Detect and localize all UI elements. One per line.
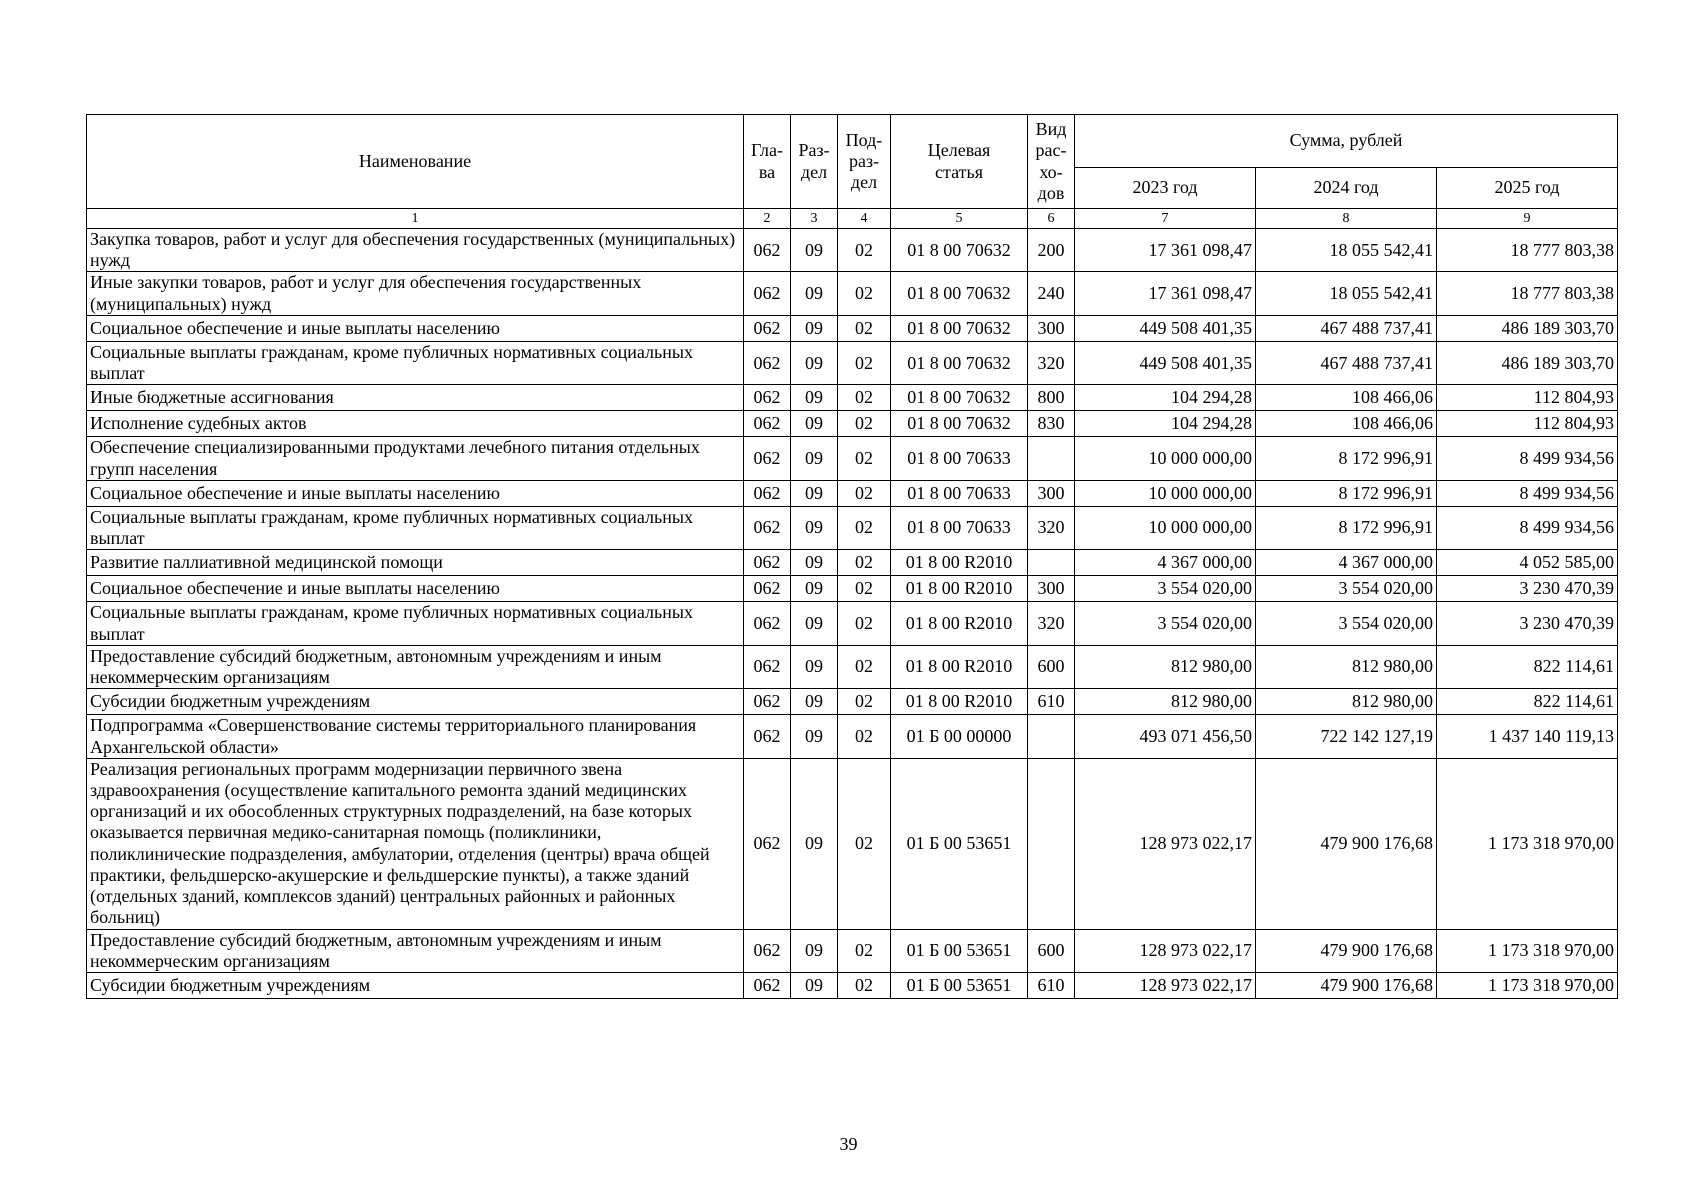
row-target: 01 8 00 R2010 [891, 576, 1028, 602]
row-sum-2023: 449 508 401,35 [1075, 341, 1256, 384]
row-razdel: 09 [791, 506, 838, 549]
header-year-2025: 2025 год [1437, 168, 1618, 209]
table-row [87, 758, 1618, 929]
row-glava: 062 [744, 929, 791, 972]
table-row [87, 385, 1618, 411]
row-razdel: 09 [791, 973, 838, 999]
row-sum-2025: 486 189 303,70 [1437, 315, 1618, 341]
row-name: Социальные выплаты гражданам, кроме публичных нормативных социальных выплат [87, 506, 744, 549]
row-razdel: 09 [791, 272, 838, 315]
row-target: 01 8 00 70632 [891, 385, 1028, 411]
row-razdel: 09 [791, 576, 838, 602]
row-sum-2024: 8 172 996,91 [1256, 437, 1437, 480]
row-vid [1028, 550, 1075, 576]
table-row [87, 576, 1618, 602]
row-sum-2024: 4 367 000,00 [1256, 550, 1437, 576]
row-sum-2023: 10 000 000,00 [1075, 506, 1256, 549]
row-name: Реализация региональных программ модернизации первичного звена здравоохранения (осуществление капитального ремонта зданий медицинских организаций и их обособленных структурных подразделений, на базе которых оказывается первичная медико-санитарная помощь (поликлиники, поликлинические подразделения, амбулатории, отделения (центры) врача общей практики, фельдшерско-акушерские и фельдшерские пункты), а также зданий (отдельных зданий, комплексов зданий) центральных районных и районных больниц) [87, 758, 744, 929]
row-name: Подпрограмма «Совершенствование системы территориального планирования Архангельской области» [87, 715, 744, 758]
row-sum-2023: 3 554 020,00 [1075, 576, 1256, 602]
row-target: 01 8 00 70632 [891, 315, 1028, 341]
row-sum-2025: 3 230 470,39 [1437, 602, 1618, 645]
row-glava: 062 [744, 550, 791, 576]
row-sum-2024: 18 055 542,41 [1256, 272, 1437, 315]
row-sum-2025: 8 499 934,56 [1437, 480, 1618, 506]
header-year-2023: 2023 год [1075, 168, 1256, 209]
row-sum-2025: 8 499 934,56 [1437, 437, 1618, 480]
row-podrazdel: 02 [838, 929, 891, 972]
row-razdel: 09 [791, 480, 838, 506]
row-sum-2025: 112 804,93 [1437, 385, 1618, 411]
row-glava: 062 [744, 602, 791, 645]
header-name: Наименование [87, 115, 744, 209]
row-sum-2023: 3 554 020,00 [1075, 602, 1256, 645]
row-razdel: 09 [791, 645, 838, 688]
row-podrazdel: 02 [838, 973, 891, 999]
row-sum-2025: 1 173 318 970,00 [1437, 758, 1618, 929]
row-sum-2023: 4 367 000,00 [1075, 550, 1256, 576]
row-sum-2025: 3 230 470,39 [1437, 576, 1618, 602]
row-vid: 830 [1028, 411, 1075, 437]
row-glava: 062 [744, 758, 791, 929]
row-podrazdel: 02 [838, 272, 891, 315]
budget-sheet [86, 114, 1617, 999]
row-razdel: 09 [791, 715, 838, 758]
row-podrazdel: 02 [838, 480, 891, 506]
row-podrazdel: 02 [838, 229, 891, 272]
row-target: 01 8 00 R2010 [891, 689, 1028, 715]
header-year-2024: 2024 год [1256, 168, 1437, 209]
table-row [87, 506, 1618, 549]
row-sum-2023: 17 361 098,47 [1075, 229, 1256, 272]
row-vid: 600 [1028, 929, 1075, 972]
column-number: 9 [1437, 209, 1618, 229]
row-razdel: 09 [791, 341, 838, 384]
row-name: Развитие паллиативной медицинской помощи [87, 550, 744, 576]
row-sum-2024: 3 554 020,00 [1256, 576, 1437, 602]
row-glava: 062 [744, 973, 791, 999]
row-sum-2023: 128 973 022,17 [1075, 758, 1256, 929]
row-sum-2024: 18 055 542,41 [1256, 229, 1437, 272]
row-name: Социальное обеспечение и иные выплаты населению [87, 480, 744, 506]
table-row [87, 229, 1618, 272]
row-podrazdel: 02 [838, 758, 891, 929]
table-row [87, 929, 1618, 972]
row-sum-2023: 17 361 098,47 [1075, 272, 1256, 315]
row-sum-2025: 822 114,61 [1437, 689, 1618, 715]
row-target: 01 8 00 70632 [891, 341, 1028, 384]
row-sum-2024: 3 554 020,00 [1256, 602, 1437, 645]
row-sum-2023: 104 294,28 [1075, 411, 1256, 437]
table-row [87, 550, 1618, 576]
row-sum-2023: 493 071 456,50 [1075, 715, 1256, 758]
table-row [87, 973, 1618, 999]
table-row [87, 411, 1618, 437]
row-glava: 062 [744, 506, 791, 549]
table-row [87, 480, 1618, 506]
row-target: 01 8 00 R2010 [891, 645, 1028, 688]
row-target: 01 Б 00 00000 [891, 715, 1028, 758]
row-sum-2024: 467 488 737,41 [1256, 315, 1437, 341]
row-vid: 240 [1028, 272, 1075, 315]
table-row [87, 602, 1618, 645]
row-razdel: 09 [791, 411, 838, 437]
row-sum-2024: 108 466,06 [1256, 385, 1437, 411]
table-row [87, 437, 1618, 480]
row-sum-2024: 479 900 176,68 [1256, 973, 1437, 999]
row-podrazdel: 02 [838, 576, 891, 602]
row-sum-2025: 822 114,61 [1437, 645, 1618, 688]
budget-table [86, 114, 1618, 999]
table-row [87, 715, 1618, 758]
row-glava: 062 [744, 576, 791, 602]
row-podrazdel: 02 [838, 315, 891, 341]
row-podrazdel: 02 [838, 550, 891, 576]
row-sum-2025: 18 777 803,38 [1437, 272, 1618, 315]
row-name: Обеспечение специализированными продуктами лечебного питания отдельных групп населения [87, 437, 744, 480]
row-razdel: 09 [791, 315, 838, 341]
row-glava: 062 [744, 645, 791, 688]
header-podrazdel: Под- раз- дел [838, 115, 891, 209]
row-glava: 062 [744, 385, 791, 411]
row-name: Иные бюджетные ассигнования [87, 385, 744, 411]
row-podrazdel: 02 [838, 602, 891, 645]
row-sum-2024: 108 466,06 [1256, 411, 1437, 437]
row-name: Социальные выплаты гражданам, кроме публичных нормативных социальных выплат [87, 602, 744, 645]
row-name: Субсидии бюджетным учреждениям [87, 973, 744, 999]
row-target: 01 Б 00 53651 [891, 929, 1028, 972]
row-sum-2024: 8 172 996,91 [1256, 480, 1437, 506]
row-vid: 320 [1028, 341, 1075, 384]
column-number: 3 [791, 209, 838, 229]
row-vid [1028, 715, 1075, 758]
row-sum-2025: 4 052 585,00 [1437, 550, 1618, 576]
table-row [87, 645, 1618, 688]
row-vid: 300 [1028, 480, 1075, 506]
row-podrazdel: 02 [838, 689, 891, 715]
table-header [87, 115, 1618, 229]
row-sum-2025: 1 173 318 970,00 [1437, 929, 1618, 972]
row-name: Субсидии бюджетным учреждениям [87, 689, 744, 715]
page-number: 39 [839, 1134, 858, 1154]
table-row [87, 315, 1618, 341]
column-number: 1 [87, 209, 744, 229]
row-name: Закупка товаров, работ и услуг для обеспечения государственных (муниципальных) нужд [87, 229, 744, 272]
table-row [87, 272, 1618, 315]
row-vid: 320 [1028, 506, 1075, 549]
column-number: 2 [744, 209, 791, 229]
row-sum-2023: 104 294,28 [1075, 385, 1256, 411]
row-target: 01 8 00 70633 [891, 480, 1028, 506]
row-vid [1028, 758, 1075, 929]
row-glava: 062 [744, 689, 791, 715]
row-sum-2024: 479 900 176,68 [1256, 929, 1437, 972]
column-number: 6 [1028, 209, 1075, 229]
row-podrazdel: 02 [838, 385, 891, 411]
row-podrazdel: 02 [838, 437, 891, 480]
row-name: Предоставление субсидий бюджетным, автономным учреждениям и иным некоммерческим организациям [87, 929, 744, 972]
row-podrazdel: 02 [838, 411, 891, 437]
row-sum-2024: 479 900 176,68 [1256, 758, 1437, 929]
column-number: 8 [1256, 209, 1437, 229]
row-razdel: 09 [791, 229, 838, 272]
row-target: 01 8 00 R2010 [891, 602, 1028, 645]
row-sum-2023: 812 980,00 [1075, 645, 1256, 688]
row-vid: 610 [1028, 689, 1075, 715]
row-name: Социальное обеспечение и иные выплаты населению [87, 576, 744, 602]
row-name: Иные закупки товаров, работ и услуг для обеспечения государственных (муниципальных) нужд [87, 272, 744, 315]
row-target: 01 8 00 70633 [891, 437, 1028, 480]
row-target: 01 8 00 70633 [891, 506, 1028, 549]
row-sum-2024: 722 142 127,19 [1256, 715, 1437, 758]
row-sum-2023: 10 000 000,00 [1075, 480, 1256, 506]
row-sum-2024: 467 488 737,41 [1256, 341, 1437, 384]
row-sum-2025: 1 437 140 119,13 [1437, 715, 1618, 758]
row-sum-2023: 128 973 022,17 [1075, 929, 1256, 972]
row-sum-2024: 8 172 996,91 [1256, 506, 1437, 549]
row-glava: 062 [744, 411, 791, 437]
column-number: 4 [838, 209, 891, 229]
row-glava: 062 [744, 480, 791, 506]
row-sum-2025: 112 804,93 [1437, 411, 1618, 437]
row-sum-2024: 812 980,00 [1256, 645, 1437, 688]
row-glava: 062 [744, 437, 791, 480]
row-razdel: 09 [791, 385, 838, 411]
row-razdel: 09 [791, 758, 838, 929]
row-target: 01 8 00 70632 [891, 272, 1028, 315]
row-sum-2025: 18 777 803,38 [1437, 229, 1618, 272]
row-target: 01 8 00 R2010 [891, 550, 1028, 576]
row-vid: 300 [1028, 315, 1075, 341]
row-sum-2025: 8 499 934,56 [1437, 506, 1618, 549]
row-name: Исполнение судебных актов [87, 411, 744, 437]
row-podrazdel: 02 [838, 715, 891, 758]
header-target: Целевая статья [891, 115, 1028, 209]
header-vid: Вид рас- хо- дов [1028, 115, 1075, 209]
row-name: Предоставление субсидий бюджетным, автономным учреждениям и иным некоммерческим организациям [87, 645, 744, 688]
row-target: 01 8 00 70632 [891, 229, 1028, 272]
column-number: 5 [891, 209, 1028, 229]
column-number: 7 [1075, 209, 1256, 229]
row-glava: 062 [744, 272, 791, 315]
row-name: Социальные выплаты гражданам, кроме публичных нормативных социальных выплат [87, 341, 744, 384]
row-razdel: 09 [791, 929, 838, 972]
row-podrazdel: 02 [838, 506, 891, 549]
row-vid: 610 [1028, 973, 1075, 999]
row-vid: 600 [1028, 645, 1075, 688]
row-vid: 800 [1028, 385, 1075, 411]
row-sum-2024: 812 980,00 [1256, 689, 1437, 715]
table-row [87, 341, 1618, 384]
row-glava: 062 [744, 715, 791, 758]
row-vid: 320 [1028, 602, 1075, 645]
header-glava: Гла- ва [744, 115, 791, 209]
row-sum-2025: 486 189 303,70 [1437, 341, 1618, 384]
row-target: 01 Б 00 53651 [891, 973, 1028, 999]
row-razdel: 09 [791, 602, 838, 645]
row-razdel: 09 [791, 689, 838, 715]
table-body [87, 229, 1618, 999]
row-razdel: 09 [791, 550, 838, 576]
row-target: 01 Б 00 53651 [891, 758, 1028, 929]
row-vid: 200 [1028, 229, 1075, 272]
header-razdel: Раз- дел [791, 115, 838, 209]
table-row [87, 689, 1618, 715]
row-razdel: 09 [791, 437, 838, 480]
row-glava: 062 [744, 229, 791, 272]
row-podrazdel: 02 [838, 645, 891, 688]
row-vid [1028, 437, 1075, 480]
row-podrazdel: 02 [838, 341, 891, 384]
row-vid: 300 [1028, 576, 1075, 602]
row-sum-2023: 449 508 401,35 [1075, 315, 1256, 341]
row-sum-2023: 10 000 000,00 [1075, 437, 1256, 480]
row-sum-2023: 128 973 022,17 [1075, 973, 1256, 999]
row-glava: 062 [744, 315, 791, 341]
header-sum: Сумма, рублей [1075, 115, 1618, 168]
row-target: 01 8 00 70632 [891, 411, 1028, 437]
row-name: Социальное обеспечение и иные выплаты населению [87, 315, 744, 341]
row-glava: 062 [744, 341, 791, 384]
row-sum-2025: 1 173 318 970,00 [1437, 973, 1618, 999]
row-sum-2023: 812 980,00 [1075, 689, 1256, 715]
